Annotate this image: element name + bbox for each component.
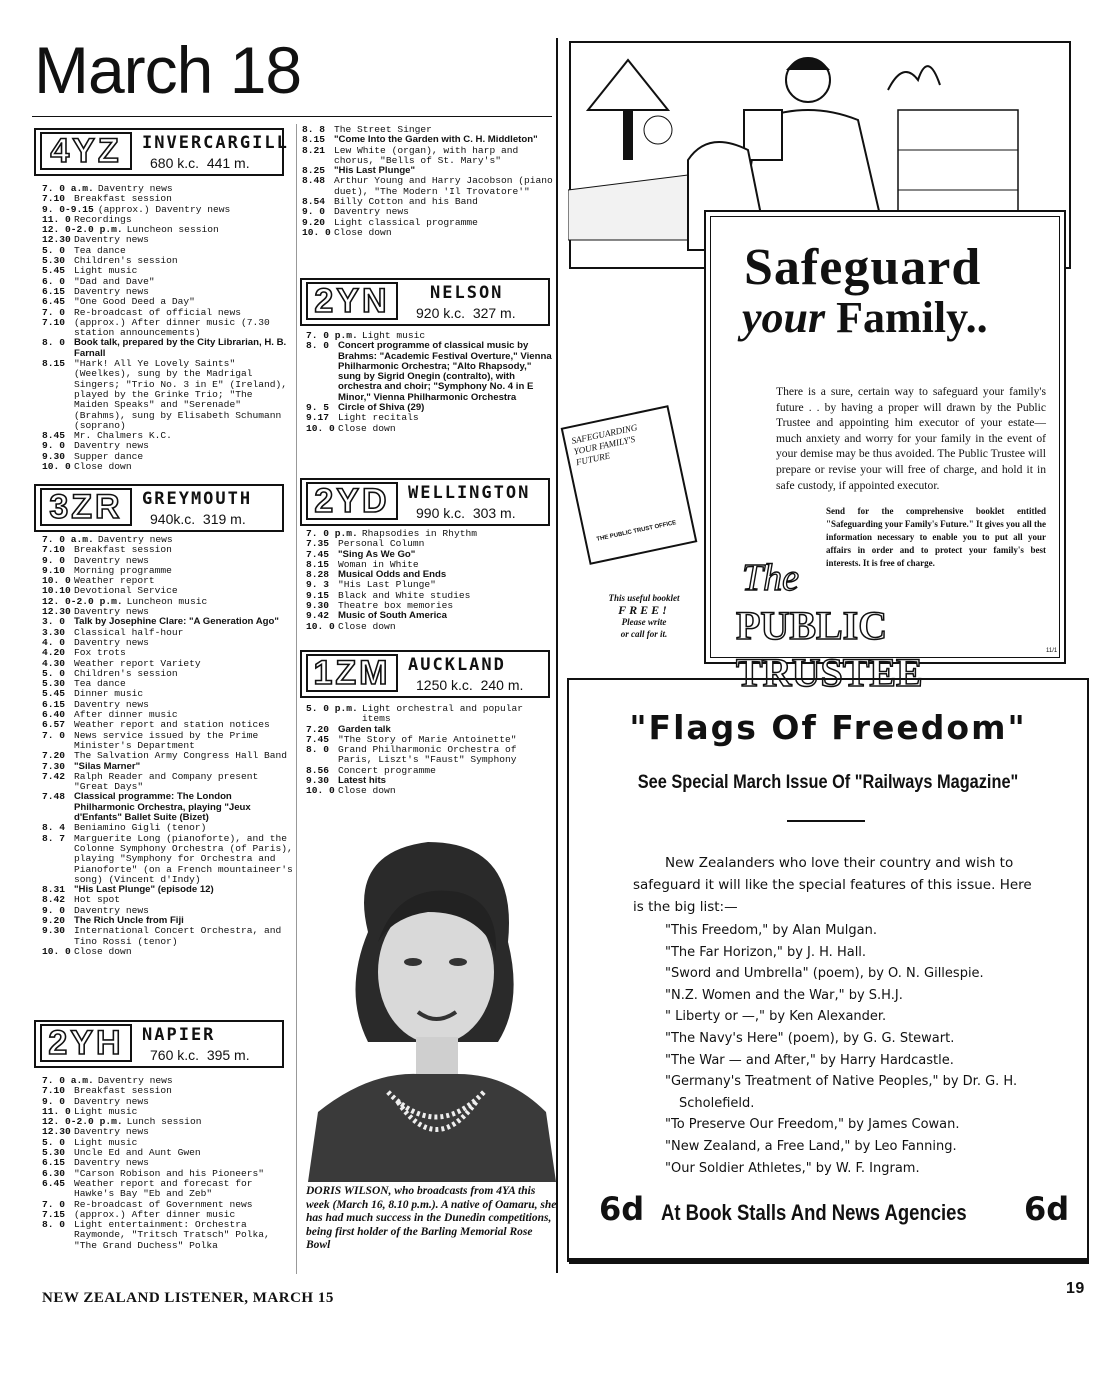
programme-description: Light music (74, 1105, 138, 1117)
programme-time: 9.42 (306, 610, 330, 622)
programme-description: Rhapsodies in Rhythm (361, 528, 477, 539)
programme-list-2yh (42, 1076, 294, 1251)
programme-description: After dinner music (74, 709, 178, 721)
programme-time: 10. 0 (42, 575, 71, 587)
programme-description: Weather report Variety (74, 657, 201, 669)
programme-description: "His Last Plunge" (episode 12) (74, 884, 214, 896)
programme-description: "Sing As We Go" (338, 548, 416, 560)
programme-description: Concert programme (338, 764, 436, 776)
programme-time: 8.42 (42, 894, 66, 906)
programme-time: 7.45 (306, 733, 330, 745)
station-box-3zr (34, 484, 284, 532)
programme-description: Marguerite Long (pianoforte), and the Colonne Symphony Orchestra (of Paris), playing "Symphony for Orchestra and Pianoforte" (on a French mountaineer's song) (Vincent d'Indy) (74, 832, 293, 885)
feature-item: "The Navy's Here" (poem), by G. G. Stewart. (665, 1030, 955, 1046)
call-sign: 1ZM (306, 654, 398, 692)
programme-time: 12.30 (42, 1126, 71, 1138)
programme-time: 6.15 (42, 698, 66, 710)
programme-description: Daventry news (334, 206, 409, 218)
programme-time: 9. 0 (302, 206, 326, 218)
programme-time: 4.30 (42, 657, 66, 669)
programme-time: 5.30 (42, 678, 66, 690)
programme-description: Daventry news (74, 440, 149, 452)
programme-row (306, 786, 556, 796)
programme-time: 10. 0 (42, 945, 71, 957)
portrait-photo (308, 812, 556, 1182)
programme-description: "Come Into the Garden with C. H. Middleton" (334, 134, 538, 146)
programme-description: Daventry news (97, 183, 173, 194)
programme-time: 11. 0 (42, 1105, 71, 1117)
programme-description: Close down (338, 422, 396, 434)
programme-description: Daventry news (74, 1095, 149, 1107)
programme-row (302, 228, 554, 238)
public-trustee-ad (568, 40, 1072, 695)
programme-row (42, 947, 294, 957)
programme-description: Circle of Shiva (29) (338, 402, 425, 414)
features-list (665, 920, 1075, 1179)
programme-time: 5. 0 (42, 244, 66, 256)
column-divider-left (296, 124, 297, 1274)
programme-description: Billy Cotton and his Band (334, 196, 478, 208)
railways-subtitle: See Special March Issue Of "Railways Magazine" (637, 772, 1019, 793)
programme-time: 11. 0 (42, 213, 71, 225)
programme-description: Beniamino Gigli (tenor) (74, 822, 207, 834)
feature-item: "New Zealand, a Free Land," by Leo Fanning. (665, 1138, 957, 1154)
programme-list-2yd (306, 529, 556, 632)
programme-time: 8.25 (302, 165, 326, 177)
programme-list-3zr (42, 535, 294, 957)
programme-time: 6.45 (42, 1177, 66, 1189)
programme-description: Hot spot (74, 894, 121, 906)
programme-description: Close down (74, 945, 132, 957)
programme-time: 9.20 (42, 914, 66, 926)
programme-row (42, 926, 294, 947)
price-right: 6d (1024, 1190, 1070, 1228)
programme-time: 5. 0 p.m. (306, 703, 358, 714)
programme-description: Concert programme of classical music by Brahms: "Academic Festival Overture," Vienna Philharmonic Orchestra; "Alto Rhapsody," sung by Sigrid Onegin (contralto), with orchestra and choir; "Symphony No. 4 in E Minor," Vienna Philharmonic Orchestra (338, 340, 552, 403)
station-frequency: 680 k.c. 441 m. (150, 155, 250, 171)
programme-description: Tea dance (74, 678, 126, 690)
call-sign: 2YH (40, 1024, 132, 1062)
programme-time: 8.48 (302, 175, 326, 187)
programme-time: 9. 5 (306, 402, 330, 414)
programme-time: 8.15 (306, 558, 330, 570)
programme-time: 9. 3 (306, 579, 330, 591)
programme-time: 7.10 (42, 1085, 66, 1097)
call-sign: 3ZR (40, 488, 132, 526)
programme-time: 7.20 (306, 723, 330, 735)
programme-time: 5.45 (42, 265, 66, 277)
family-headline (742, 292, 988, 343)
programme-row (42, 731, 294, 752)
programme-time: 7. 0 a.m. (42, 1075, 94, 1086)
programme-time: 7.20 (42, 750, 66, 762)
programme-row (42, 834, 294, 885)
public-trustee-logo: PUBLIC TRUSTEE (736, 603, 923, 695)
programme-time: 8. 8 (302, 124, 326, 135)
programme-time: 7. 0 (42, 306, 66, 318)
station-frequency: 1250 k.c. 240 m. (416, 677, 524, 693)
programme-description: Mr. Chalmers K.C. (74, 430, 172, 442)
programme-time: 12. 0-2.0 p.m. (42, 1116, 123, 1128)
programme-description: Music of South America (338, 610, 447, 622)
programme-description: Classical half-hour (74, 626, 184, 638)
programme-time: 3. 0 (42, 616, 66, 628)
programme-description: Luncheon session (126, 224, 219, 236)
book-stalls-text: At Book Stalls And News Agencies (661, 1200, 967, 1225)
flags-of-freedom-title: "Flags Of Freedom" (629, 708, 1027, 747)
ad-bottom-bar (569, 1258, 1089, 1264)
programme-time: 7. 0 a.m. (42, 534, 94, 545)
programme-description: Classical programme: The London Philharmonic Orchestra, playing "Jeux d'Enfants" Ballet Suite (Bizet) (74, 791, 251, 824)
programme-time: 8.21 (302, 144, 326, 156)
programme-description: Light music (74, 265, 138, 277)
feature-item: "The Far Horizon," by J. H. Hall. (665, 944, 867, 960)
programme-time: 10. 0 (306, 422, 335, 434)
station-box-2yn (300, 278, 550, 326)
programme-time: 6.15 (42, 1157, 66, 1169)
programme-description: Talk by Josephine Clare: "A Generation Ago" (74, 616, 279, 628)
programme-description: "Dad and Dave" (74, 275, 155, 287)
programme-description: Uncle Ed and Aunt Gwen (74, 1147, 201, 1159)
feature-item: "Germany's Treatment of Native Peoples," by Dr. G. H. Scholefield. (665, 1074, 1018, 1111)
station-frequency: 990 k.c. 303 m. (416, 505, 516, 521)
programme-time: 7. 0 (42, 1198, 66, 1210)
safeguard-headline: Safeguard (744, 239, 982, 296)
programme-row (42, 1179, 294, 1200)
programme-time: 8. 0 (306, 340, 330, 352)
programme-time: 6.40 (42, 709, 66, 721)
programme-time: 12. 0-2.0 p.m. (42, 595, 123, 607)
programme-time: 7.30 (42, 760, 66, 772)
programme-time: 5. 0 (42, 667, 66, 679)
programme-description: Children's session (74, 255, 178, 267)
programme-row (42, 462, 292, 472)
programme-time: 10.10 (42, 585, 71, 597)
programme-row (42, 772, 294, 793)
programme-description: Light orchestral and popular items (361, 703, 524, 725)
ad-code: 11/1 (1046, 648, 1058, 654)
programme-description: (approx.) After dinner music (74, 1208, 236, 1220)
free-line-4: or call for it. (620, 629, 668, 639)
programme-description: Close down (74, 461, 132, 473)
station-frequency: 920 k.c. 327 m. (416, 305, 516, 321)
programme-description: Daventry news (74, 904, 149, 916)
railways-intro: New Zealanders who love their country and wish to safeguard it will like the special features of this issue. Here is the big list:— (633, 855, 1032, 915)
programme-description: Light recitals (338, 412, 419, 424)
programme-description: News service issued by the Prime Minister's Department (74, 729, 259, 751)
programme-time: 8.15 (42, 358, 66, 370)
station-name: NELSON (430, 283, 504, 303)
programme-description: The Street Singer (334, 124, 432, 135)
photo-caption: DORIS WILSON, who broadcasts from 4YA this week (March 16, 8.10 p.m.). A native of Oamaru, she has had much success in the Dunedin competitions, being first holder of the Barling Memorial Rose Bowl (306, 1185, 557, 1252)
call-sign: 4YZ (40, 132, 132, 170)
programme-time: 6.45 (42, 296, 66, 308)
programme-time: 8.45 (42, 430, 66, 442)
booklet-title: SAFEGUARDING YOUR FAMILY'S FUTURE (570, 422, 639, 468)
programme-description: Light music (361, 330, 426, 341)
feature-item: "To Preserve Our Freedom," by James Cowan. (665, 1117, 960, 1133)
programme-description: Weather report and station notices (74, 719, 270, 731)
programme-description: Personal Column (338, 538, 425, 550)
programme-description: The Rich Uncle from Fiji (74, 914, 184, 926)
station-frequency: 760 k.c. 395 m. (150, 1047, 250, 1063)
programme-time: 8.15 (302, 134, 326, 146)
programme-time: 7.10 (42, 544, 66, 556)
programme-time: 9.15 (306, 589, 330, 601)
station-name: GREYMOUTH (142, 489, 253, 509)
programme-time: 7.48 (42, 791, 66, 803)
programme-description: Lunch session (126, 1116, 202, 1128)
feature-item: "This Freedom," by Alan Mulgan. (665, 923, 877, 938)
programme-description: Breakfast session (74, 1085, 172, 1097)
station-name: INVERCARGILL (142, 133, 289, 153)
feature-item: "Sword and Umbrella" (poem), by O. N. Gillespie. (665, 966, 984, 982)
programme-description: (approx.) Daventry news (97, 203, 231, 215)
programme-time: 7. 0 a.m. (42, 183, 94, 194)
programme-time: 8. 0 (306, 744, 330, 756)
free-line-2: FREE! (618, 603, 670, 617)
programme-description: (approx.) After dinner music (7.30 station announcements) (74, 316, 270, 339)
programme-description: Supper dance (74, 450, 144, 462)
programme-description: Lew White (organ), with harp and chorus, "Bells of St. Mary's" (334, 144, 519, 166)
programme-description: Arthur Young and Harry Jacobson (piano duet), "The Modern 'Il Trovatore'" (334, 175, 553, 197)
free-line-1: This useful booklet (608, 593, 680, 603)
programme-description: "Silas Marner" (74, 760, 141, 772)
programme-time: 12.30 (42, 606, 71, 618)
programme-description: Daventry news (74, 285, 149, 297)
programme-time: 9.10 (42, 564, 66, 576)
programme-time: 6. 0 (42, 275, 66, 287)
programme-list-continued (302, 125, 554, 238)
programme-description: Breakfast session (74, 193, 172, 205)
programme-description: Grand Philharmonic Orchestra of Paris, Liszt's "Faust" Symphony (338, 744, 517, 766)
programme-description: Daventry news (97, 534, 173, 545)
programme-time: 9.20 (302, 216, 326, 228)
programme-description: "One Good Deed a Day" (74, 296, 195, 308)
programme-time: 6.57 (42, 719, 66, 731)
page-title: March 18 (34, 33, 302, 107)
programme-description: Daventry news (74, 234, 149, 246)
programme-time: 7.35 (306, 538, 330, 550)
programme-description: Dinner music (74, 688, 144, 700)
programme-row (42, 318, 292, 339)
station-name: AUCKLAND (408, 655, 506, 675)
programme-time: 8.56 (306, 764, 330, 776)
programme-time: 4. 0 (42, 636, 66, 648)
programme-description: Daventry news (74, 554, 149, 566)
programme-time: 9.30 (306, 600, 330, 612)
programme-time: 7.10 (42, 316, 66, 328)
programme-time: 9.17 (306, 412, 330, 424)
programme-description: Light entertainment: Orchestra Raymonde, "Tritsch Tratsch" Polka, "The Grand Duchess" Polka (74, 1219, 270, 1251)
programme-description: Breakfast session (74, 544, 172, 556)
programme-description: Re-broadcast of Government news (74, 1198, 253, 1210)
feature-item: "N.Z. Women and the War," by S.H.J. (665, 987, 903, 1003)
station-name: NAPIER (142, 1025, 216, 1045)
programme-row (306, 622, 556, 632)
portrait-illustration (308, 812, 556, 1182)
page-number: 19 (1066, 1280, 1085, 1297)
programme-time: 9. 0 (42, 554, 66, 566)
programme-description: "Carson Robison and his Pioneers" (74, 1167, 264, 1179)
programme-description: Black and White studies (338, 589, 471, 601)
short-rule (787, 820, 865, 822)
programme-time: 10. 0 (302, 226, 331, 238)
programme-time: 10. 0 (42, 461, 71, 473)
booklet-image (561, 405, 698, 565)
programme-time: 8.28 (306, 569, 330, 581)
programme-time: 9.30 (42, 450, 66, 462)
station-box-4yz (34, 128, 289, 176)
programme-time: 5.30 (42, 1147, 66, 1159)
programme-list-1zm (306, 704, 556, 797)
programme-description: Close down (338, 785, 396, 797)
programme-row (302, 146, 554, 167)
programme-description: International Concert Orchestra, and Tino Rossi (tenor) (74, 925, 282, 947)
programme-time: 9. 0-9.15 (42, 203, 94, 215)
programme-time: 9. 0 (42, 440, 66, 452)
programme-time: 12.30 (42, 234, 71, 246)
programme-description: Musical Odds and Ends (338, 569, 447, 581)
programme-list-4yz (42, 184, 292, 472)
programme-description: Close down (338, 620, 396, 632)
programme-time: 10. 0 (306, 785, 335, 797)
programme-row (42, 1220, 294, 1251)
programme-row (306, 341, 556, 403)
programme-time: 9. 0 (42, 904, 66, 916)
programme-description: Daventry news (74, 1126, 149, 1138)
programme-row (306, 745, 556, 766)
programme-description: Daventry news (74, 636, 149, 648)
programme-time: 8. 0 (42, 337, 66, 349)
programme-description: Tea dance (74, 244, 126, 256)
programme-description: Book talk, prepared by the City Librarian, H. B. Farnall (74, 337, 287, 359)
programme-time: 7. 0 p.m. (306, 528, 358, 539)
railways-magazine-ad (567, 678, 1089, 1262)
station-box-1zm (300, 650, 550, 698)
footer-masthead: NEW ZEALAND LISTENER, MARCH 15 (42, 1290, 334, 1306)
programme-description: Re-broadcast of official news (74, 306, 241, 318)
station-name: WELLINGTON (408, 483, 531, 503)
programme-description: Weather report and forecast for Hawke's Bay "Eb and Zeb" (74, 1177, 253, 1200)
programme-description: Latest hits (338, 775, 386, 787)
programme-description: Children's session (74, 667, 178, 679)
call-sign: 2YD (306, 482, 398, 520)
programme-description: Theatre box memories (338, 600, 454, 612)
programme-time: 8.31 (42, 884, 66, 896)
programme-description: "His Last Plunge" (334, 165, 416, 177)
call-sign: 2YN (306, 282, 398, 320)
programme-time: 9. 0 (42, 1095, 66, 1107)
programme-time: 4.20 (42, 647, 66, 659)
station-box-2yh (34, 1020, 284, 1068)
programme-row (42, 792, 294, 823)
programme-row (306, 704, 556, 725)
family-word: Family.. (836, 293, 988, 342)
title-rule (32, 116, 552, 117)
programme-list-2yn (306, 331, 556, 434)
programme-time: 9.30 (306, 775, 330, 787)
programme-description: Fox trots (74, 647, 126, 659)
programme-time: 8. 4 (42, 822, 66, 834)
programme-description: Morning programme (74, 564, 172, 576)
programme-description: Close down (334, 226, 392, 238)
programme-time: 10. 0 (306, 620, 335, 632)
programme-time: 8.54 (302, 196, 326, 208)
station-box-2yd (300, 478, 550, 526)
feature-item: "The War — and After," by Harry Hardcastle. (665, 1052, 954, 1068)
programme-time: 7. 0 (42, 729, 66, 741)
programme-time: 7. 0 p.m. (306, 330, 358, 341)
programme-description: Ralph Reader and Company present "Great Days" (74, 770, 259, 793)
programme-time: 6.15 (42, 285, 66, 297)
trustee-send-booklet: Send for the comprehensive booklet entitled "Safeguarding your Family's Future." It gives you all the information necessary to enable you to put all your affairs in order and to protect your family's best interests. It is free of charge. (826, 506, 1046, 568)
programme-time: 6.30 (42, 1167, 66, 1179)
programme-description: "His Last Plunge" (338, 579, 436, 591)
programme-row (42, 751, 294, 761)
programme-time: 3.30 (42, 626, 66, 638)
programme-time: 8. 0 (42, 1219, 66, 1231)
programme-description: Light music (74, 1136, 138, 1148)
free-booklet-note (592, 592, 696, 640)
price-left: 6d (599, 1190, 645, 1228)
programme-description: The Salvation Army Congress Hall Band (74, 750, 288, 762)
trustee-body: There is a sure, certain way to safeguard your family's future . . by having a proper will drawn by the Public Trustee and appointing him executor of your estate—much anxiety and worry for your family in the event of your demise may be thus avoided. The Public Trustee will prepare or revise your will free of charge, and hold it in safe custody, if appointed executor. (776, 385, 1046, 492)
programme-time: 8. 7 (42, 832, 66, 844)
programme-time: 12. 0-2.0 p.m. (42, 224, 123, 236)
the-word: The (742, 557, 799, 599)
programme-row (42, 338, 292, 359)
booklet-office: THE PUBLIC TRUST OFFICE (596, 520, 677, 543)
programme-description: Daventry news (74, 606, 149, 618)
programme-description: Daventry news (74, 1157, 149, 1169)
programme-description: "Hark! All Ye Lovely Saints" (Weelkes), sung by the Madrigal Singers; "Trio No. 3 in E" (Ireland), played by the Grinke Trio; "The Maiden Speaks" and "Serenade" (Brahms), sung by Elisabeth Schumann (soprano) (74, 358, 288, 431)
programme-time: 7.42 (42, 770, 66, 782)
programme-description: Daventry news (74, 698, 149, 710)
programme-time: 5. 0 (42, 1136, 66, 1148)
feature-item: " Liberty or —," by Ken Alexander. (665, 1009, 887, 1025)
programme-time: 5.45 (42, 688, 66, 700)
programme-description: "The Story of Marie Antoinette" (338, 733, 517, 745)
your-word: your (742, 293, 826, 342)
station-frequency: 940k.c. 319 m. (150, 511, 246, 527)
programme-description: Daventry news (97, 1075, 173, 1086)
programme-time: 7.45 (306, 548, 330, 560)
programme-time: 7.10 (42, 193, 66, 205)
programme-description: Garden talk (338, 723, 391, 735)
programme-time: 9.30 (42, 925, 66, 937)
programme-description: Light classical programme (334, 216, 478, 228)
programme-description: Devotional Service (74, 585, 178, 597)
programme-description: Luncheon music (126, 595, 208, 607)
programme-time: 5.30 (42, 255, 66, 267)
programme-row (306, 424, 556, 434)
programme-description: Recordings (74, 213, 132, 225)
feature-item: "Our Soldier Athletes," by W. F. Ingram. (665, 1160, 920, 1176)
programme-time: 7.15 (42, 1208, 66, 1220)
programme-description: Woman in White (338, 558, 419, 570)
programme-row (42, 359, 292, 431)
programme-row (302, 176, 554, 197)
programme-description: Weather report (74, 575, 155, 587)
free-line-3: Please write (621, 617, 667, 627)
column-divider (556, 38, 558, 1273)
